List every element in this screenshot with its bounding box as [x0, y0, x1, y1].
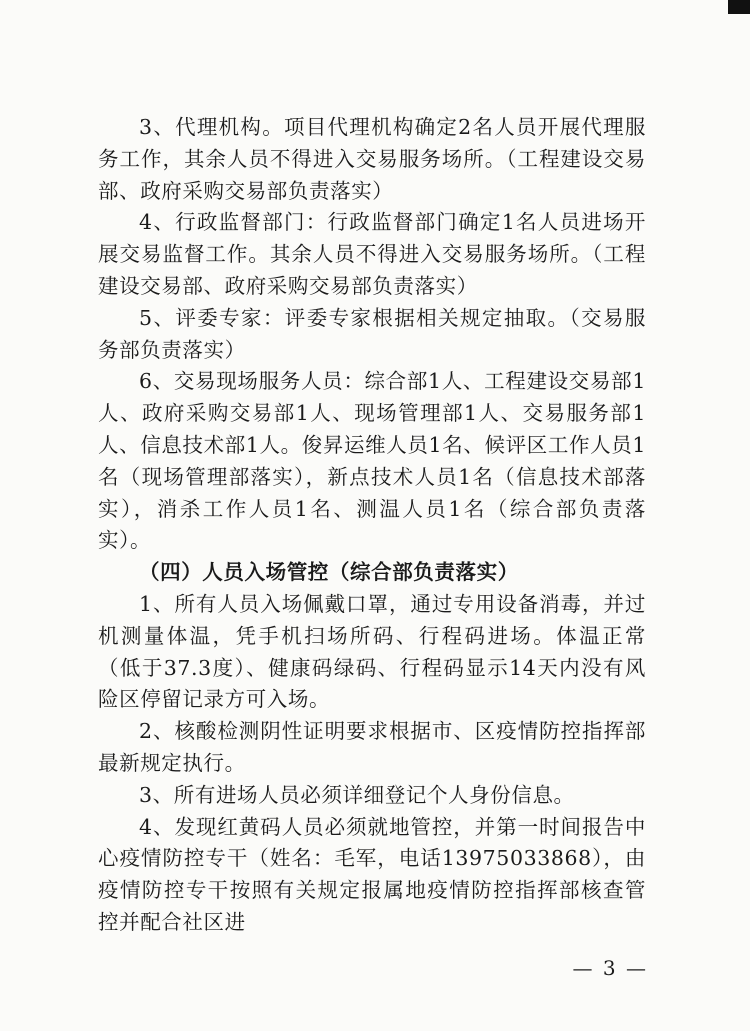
- list-item-entry: 1、所有人员入场佩戴口罩，通过专用设备消毒，并过机测量体温，凭手机扫场所码、行程码进场。体温正常（低于37.3度）、健康码绿码、行程码显示14天内没有风险区停留记录方可入场。: [98, 591, 646, 712]
- list-item-red-yellow-code: 4、发现红黄码人员必须就地管控，并第一时间报告中心疫情防控专干（姓名：毛军，电话13975033868），由疫情防控专干按照有关规定报属地疫情防控指挥部核查管控并配合社区进: [98, 814, 646, 934]
- paragraph-experts: 5、评委专家：评委专家根据相关规定抽取。（交易服务部负责落实）: [98, 305, 646, 362]
- page-number: — 3 —: [572, 956, 648, 980]
- paragraph-service-staff: 6、交易现场服务人员：综合部1人、工程建设交易部1人、政府采购交易部1人、现场管理部1人、交易服务部1人、信息技术部1人。俊昇运维人员1名、候评区工作人员1名（现场管理部落实），新点技术人员1名（信息技术部落实），消杀工作人员1名、测温人员1名（综合部负责落实）。: [98, 369, 646, 553]
- paragraph-supervision: 4、行政监督部门：行政监督部门确定1名人员进场开展交易监督工作。其余人员不得进入交易服务场所。（工程建设交易部、政府采购交易部负责落实）: [98, 210, 646, 298]
- list-item-registration: 3、所有进场人员必须详细登记个人身份信息。: [139, 782, 575, 807]
- scan-corner-mark: [728, 0, 750, 14]
- list-item-nucleic-test: 2、核酸检测阴性证明要求根据市、区疫情防控指挥部最新规定执行。: [98, 719, 646, 775]
- document-body: [98, 112, 646, 939]
- section-heading: （四）人员入场管控（综合部负责落实）: [139, 560, 519, 585]
- paragraph-agency: 3、代理机构。项目代理机构确定2名人员开展代理服务工作，其余人员不得进入交易服务场所。（工程建设交易部、政府采购交易部负责落实）: [98, 115, 646, 203]
